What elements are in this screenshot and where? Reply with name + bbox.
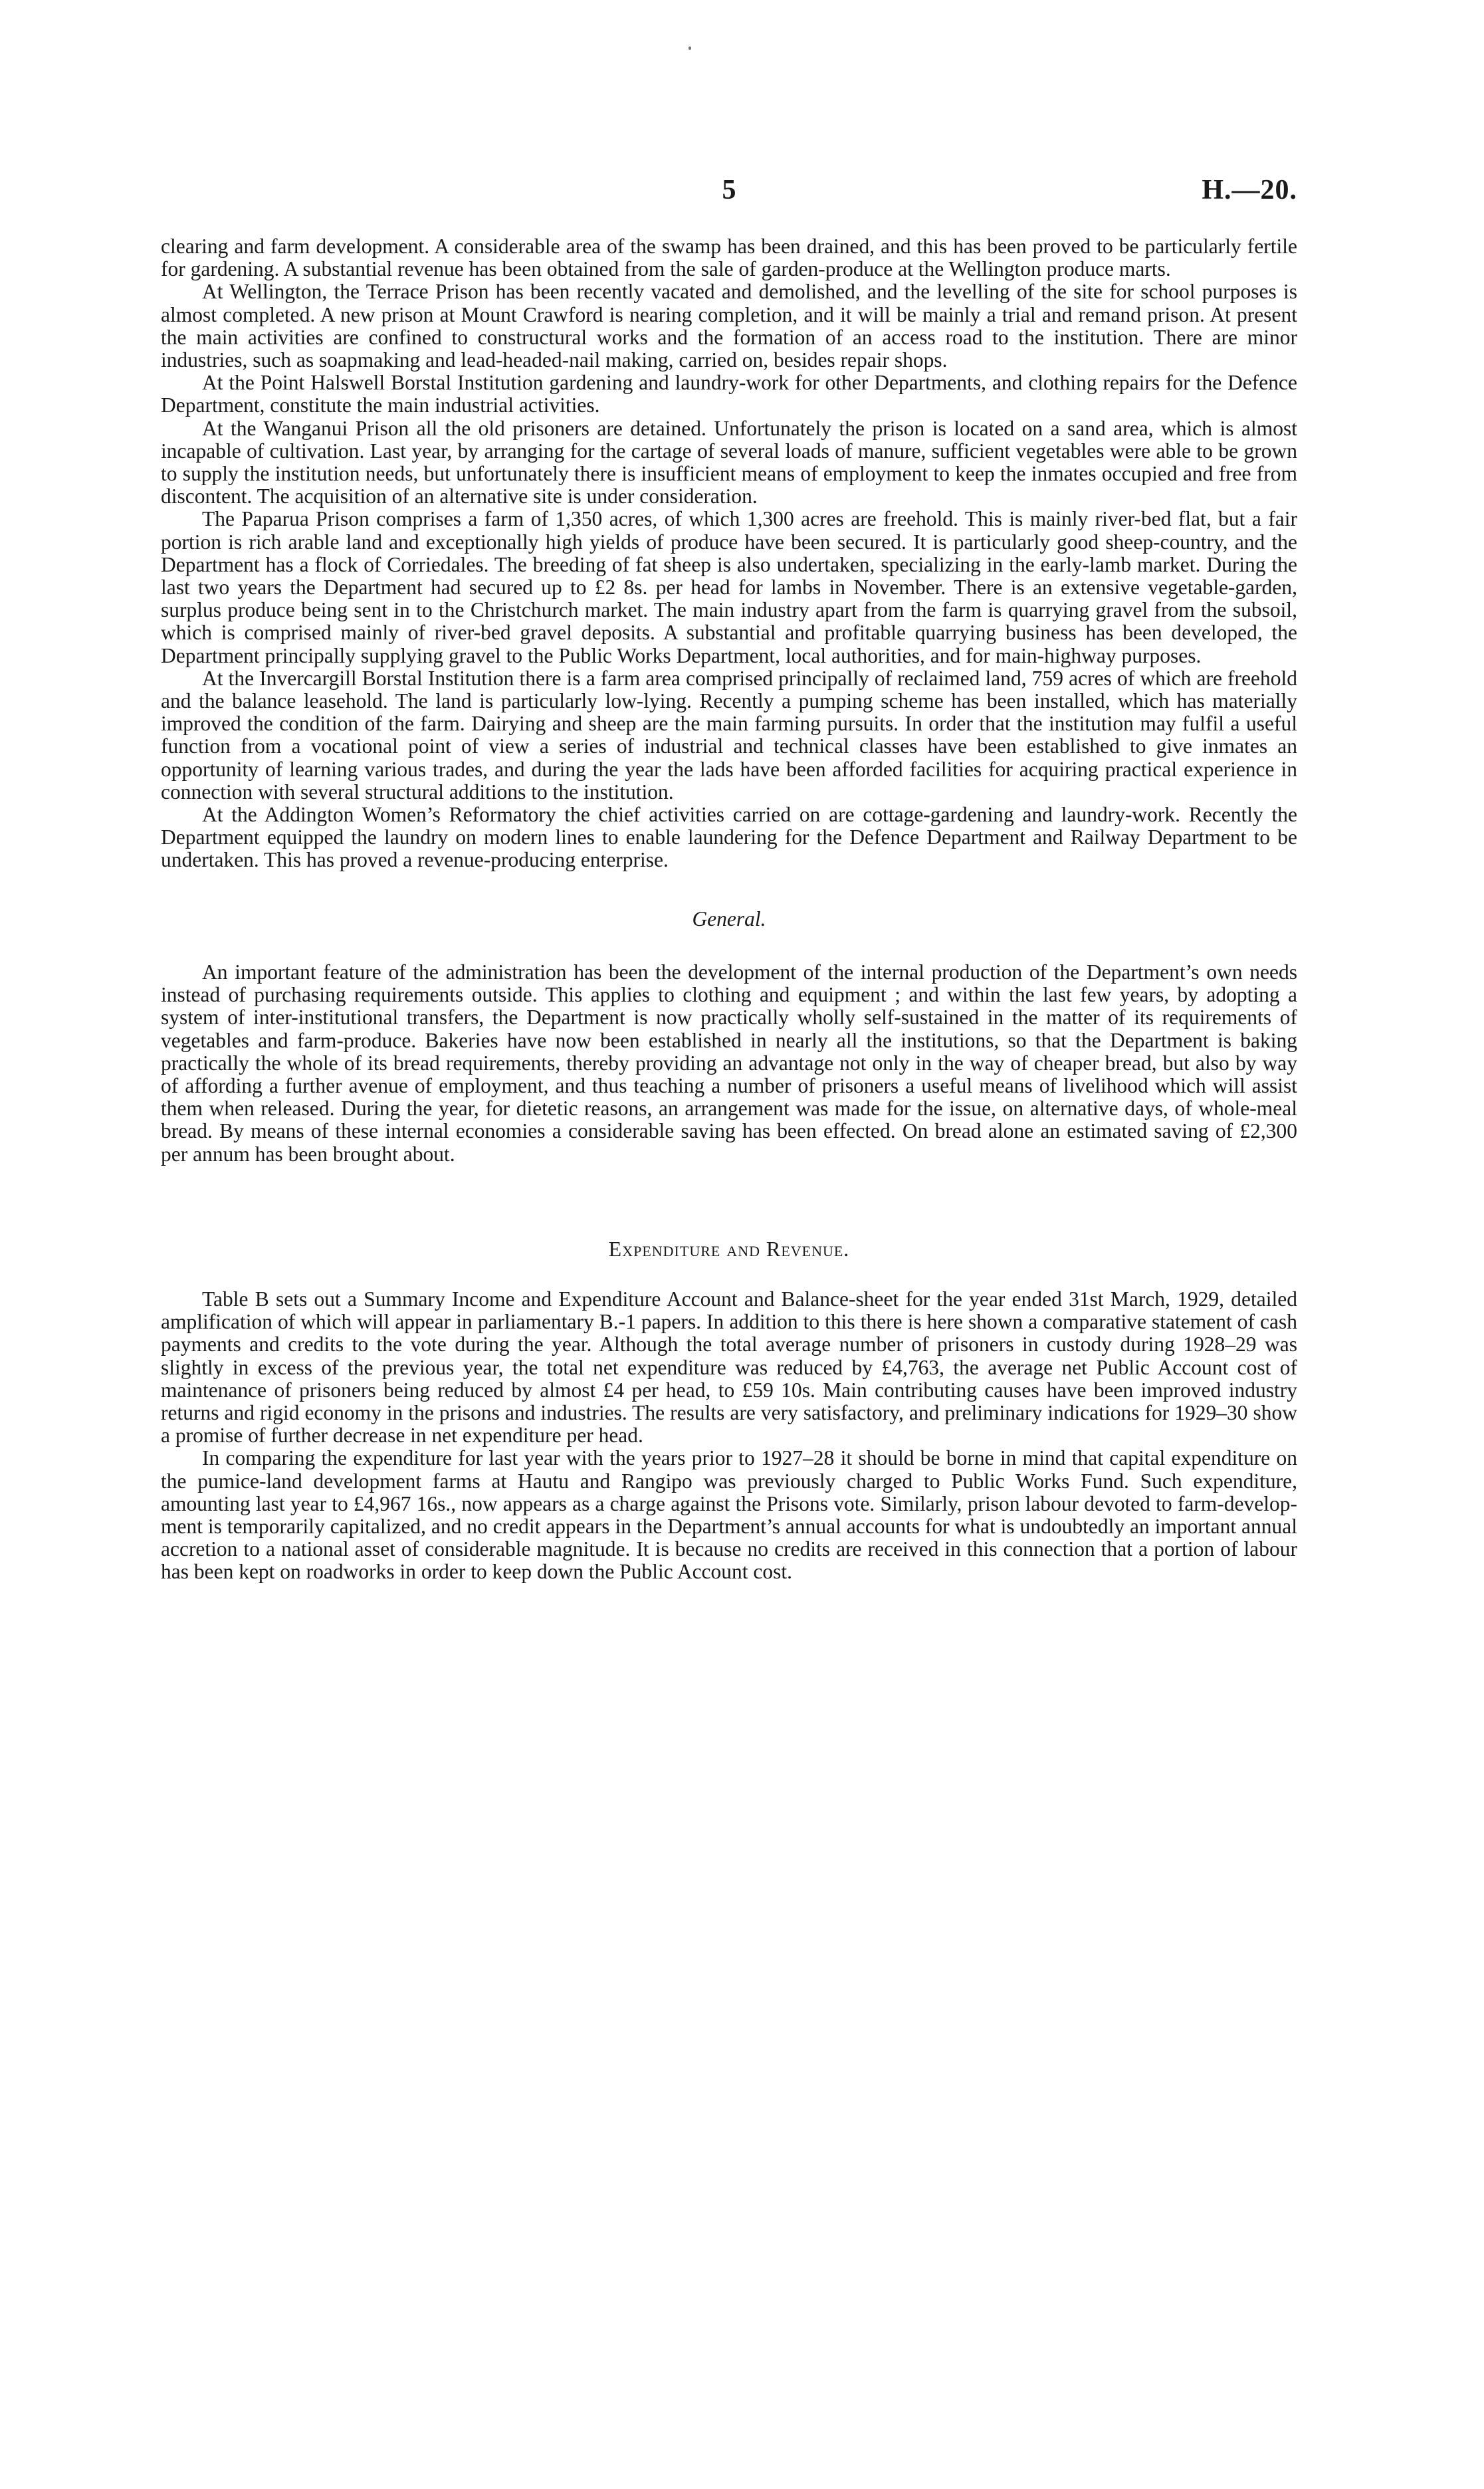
paragraph-addington: At the Addington Women’s Reformatory the chief activities carried on are cottage-gardening and laundry-work. Recently the Department equipped the laundry on modern lines to enable laundering for the Defence Department and Railway Department to be undertaken. This has proved a revenue-producing enterprise.: [161, 803, 1297, 872]
section-heading-general: General.: [692, 907, 766, 930]
paragraph-comparing-expenditure: In comparing the expenditure for last year with the years prior to 1927–28 it should be borne in mind that capital expenditure on the pumice-land development farms at Hautu and Rangipo was previously charged to Public Works Fund. Such expenditure, amounting last year to £4,967 16s., now appears as a charge against the Prisons vote. Similarly, prison labour devoted to farm-development is temporarily capitalized, and no credit appears in the Department’s annual accounts for what is undoubtedly an important annual accretion to a national asset of considerable magnitude. It is because no credits are received in this connection that a portion of labour has been kept on roadworks in order to keep down the Public Account cost.: [161, 1446, 1297, 1584]
paragraph-paparua: The Paparua Prison comprises a farm of 1,350 acres, of which 1,300 acres are freehold. This is mainly river-bed flat, but a fair portion is rich arable land and exceptionally high yields of produce have been secured. It is particularly good sheep-country, and the Department has a flock of Corriedales. The breeding of fat sheep is also undertaken, specializing in the early-lamb market. During the last two years the Department had secured up to £2 8s. per head for lambs in November. There is an extensive vegetable-garden, surplus produce being sent in to the Christchurch market. The main industry apart from the farm is quarrying gravel from the subsoil, which is comprised mainly of river-bed gravel deposits. A substantial and profitable quarrying business has been developed, the Department principally supplying gravel to the Public Works Department, local authorities, and for main-highway purposes.: [161, 507, 1297, 667]
section-heading-expenditure: Expenditure and Revenue.: [608, 1236, 850, 1261]
paragraph-invercargill: At the Invercargill Borstal Institution there is a farm area comprised principally of reclaimed land, 759 acres of which are freehold and the balance leasehold. The land is particularly low-lying. Recently a pumping scheme has been installed, which has materially improved the condition of the farm. Dairying and sheep are the main farming pursuits. In order that the institution may fulfil a useful function from a vocational point of view a series of industrial and technical classes have been established to give inmates an opportunity of learning various trades, and during the year the lads have been afforded facilities for acquiring practical experience in connection with several structural additions to the institution.: [161, 666, 1297, 804]
paragraph-point-halswell: At the Point Halswell Borstal Institution gardening and laundry-work for other Departments, and clothing repairs for the Defence Department, constitute the main industrial activities.: [161, 371, 1297, 417]
scan-speck: [689, 47, 691, 50]
paragraph-table-b: Table B sets out a Summary Income and Expenditure Account and Balance-sheet for the year ended 31st March, 1929, detailed amplification of which will appear in parliamentary B.-1 papers. In addition to this there is here shown a comparative statement of cash payments and credits to the vote during the year. Although the total average number of prisoners in custody during 1928–29 was slightly in excess of the previous year, the total net expenditure was reduced by £4,763, the average net Public Account cost of maintenance of prisoners being reduced by almost £4 per head, to £59 10s. Main contributing causes have been improved industry returns and rigid economy in the prisons and industries. The results are very satisfactory, and preliminary indications for 1929–30 show a promise of further decrease in net expenditure per head.: [161, 1287, 1297, 1448]
paragraph-farm-development: clearing and farm development. A considerable area of the swamp has been drained, and this has been proved to be particularly fertile for gardening. A substantial revenue has been obtained from the sale of garden-produce at the Wellington produce marts.: [161, 235, 1297, 281]
page-number: 5: [722, 175, 736, 205]
paragraph-wanganui: At the Wanganui Prison all the old prisoners are detained. Unfortunately the prison is located on a sand area, which is almost incapable of cultivation. Last year, by arranging for the cartage of several loads of manure, sufficient vegetables were able to be grown to supply the institution needs, but unfortunately there is insufficient means of employment to keep the inmates occupied and free from discontent. The acquisition of an alternative site is under consideration.: [161, 416, 1297, 508]
paragraph-general: An important feature of the administration has been the development of the internal production of the Department’s own needs instead of purchasing requirements outside. This applies to clothing and equipment ; and within the last few years, by adopting a system of inter-institutional transfers, the Department is now practically wholly self-sustained in the matter of its requirements of vegetables and farm-produce. Bakeries have now been established in nearly all the institutions, so that the Department is baking practically the whole of its bread requirements, thereby providing an advantage not only in the way of cheaper bread, but also by way of affording a further avenue of employment, and thus teaching a number of prisoners a useful means of livelihood which will assist them when released. During the year, for dietetic reasons, an arrangement was made for the issue, on alternative days, of whole-meal bread. By means of these internal economies a considerable saving has been effected. On bread alone an estimated saving of £2,300 per annum has been brought about.: [161, 960, 1297, 1166]
body-text: [161, 235, 1297, 1584]
document-code: H.—20.: [1202, 175, 1297, 205]
paragraph-wellington: At Wellington, the Terrace Prison has been recently vacated and demolished, and the levelling of the site for school purposes is almost completed. A new prison at Mount Crawford is nearing completion, and it will be mainly a trial and remand prison. At present the main activities are confined to constructural works and the formation of an access road to the institution. There are minor industries, such as soapmaking and lead-headed-nail making, carried on, besides repair shops.: [161, 280, 1297, 372]
page-header: [161, 174, 1297, 214]
